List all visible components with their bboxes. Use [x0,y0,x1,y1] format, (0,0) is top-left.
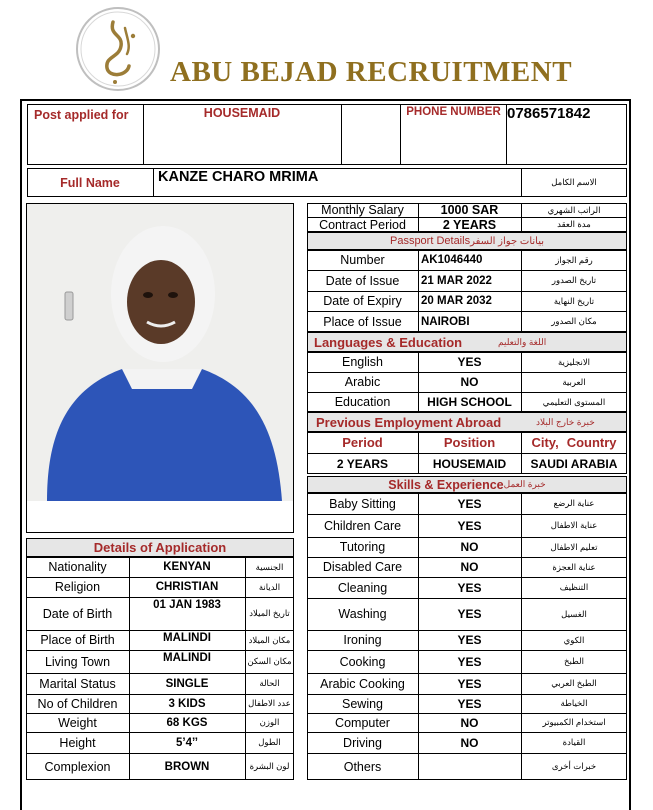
full-name-value: KANZE CHARO MRIMA [158,169,319,185]
skills-ironing-value: YES [457,633,482,647]
passport-date-of-expiry-ar: تاريخ النهاية [553,295,595,306]
salary-ar: الراتب الشهري [547,204,601,215]
passport-number-value: AK1046440 [421,254,483,266]
skills-sewing-ar: الخياطة [560,698,588,708]
skills-baby-sitting-ar: عناية الرضع [553,498,595,508]
languages-arabic-label: Arabic [344,375,381,389]
application-section-title: Details of Application [26,538,294,557]
skills-cleaning-value: YES [457,580,482,595]
post-applied-value: HOUSEMAID [203,106,281,120]
skills-tutoring-ar: تعليم الاطفال [550,541,598,552]
skills-arabic-cooking-ar: الطبخ العربي [551,678,597,688]
languages-title: Languages & Education [314,335,463,350]
application-weight-label: Weight [58,715,97,730]
employment-col-period: Period [342,435,383,450]
application-date-of-birth-value: 01 JAN 1983 [153,599,221,611]
application-no-of-children-ar: عدد الاطفال [248,698,291,708]
employment-col-country: Country [566,435,617,450]
application-date-of-birth-ar: تاريخ الميلاد [249,608,290,618]
application-nationality-label: Nationality [48,560,107,574]
languages-education-value: HIGH SCHOOL [427,395,512,409]
salary-label: Monthly Salary [321,203,404,217]
skills-disabled-care-label: Disabled Care [322,560,403,574]
skills-arabic-cooking-label: Arabic Cooking [320,676,405,691]
application-date-of-birth-label: Date of Birth [42,606,113,621]
skills-disabled-care-ar: عناية العجزة [552,561,596,572]
application-nationality-ar: الجنسية [255,561,284,572]
languages-section-title [307,332,627,352]
languages-english-label: English [342,355,383,369]
skills-cooking-label: Cooking [339,654,386,669]
passport-section-title [307,232,627,250]
skills-sewing-value: YES [457,696,482,711]
passport-date-of-expiry-value: 20 MAR 2032 [421,295,492,307]
skills-disabled-care-value: NO [460,560,479,574]
skills-children-care-ar: عناية الاطفال [550,520,598,530]
application-marital-status-label: Marital Status [39,676,116,691]
company-name: ABU BEJAD RECRUITMENT [170,56,573,88]
employment-country: SAUDI ARABIA [530,456,618,471]
skills-baby-sitting-label: Baby Sitting [329,496,396,511]
skills-computer-label: Computer [335,715,390,730]
skills-baby-sitting-value: YES [457,496,482,511]
passport-place-of-issue-ar: مكان الصدور [551,316,597,326]
salary-value: 1000 SAR [440,203,499,217]
skills-others-value [418,753,521,780]
skills-washing-label: Washing [338,607,387,621]
skills-washing-value: YES [457,607,482,621]
application-weight-value: 68 KGS [166,716,208,729]
application-complexion-label: Complexion [44,759,111,774]
application-religion-value: CHRISTIAN [155,581,219,593]
skills-section-title [307,476,627,493]
languages-english-value: YES [457,355,482,369]
skills-cleaning-ar: التنظيف [559,582,589,592]
application-marital-status-ar: الحالة [259,678,280,688]
passport-place-of-issue-value: NAIROBI [421,315,470,328]
application-place-of-birth-value: MALINDI [163,632,211,644]
skills-cleaning-label: Cleaning [337,580,388,595]
application-living-town-ar: مكان السكن [247,656,292,666]
passport-title-en: Passport Details [389,235,471,247]
phone-number-value: 0786571842 [507,105,591,122]
application-marital-status-value: SINGLE [165,677,209,690]
application-height-value: 5’4’’ [176,736,198,749]
application-living-town-value: MALINDI [163,652,211,664]
full-name-ar: الاسم الكامل [551,177,597,187]
skills-children-care-value: YES [457,518,482,533]
application-living-town-label: Living Town [44,654,111,669]
skills-tutoring-label: Tutoring [339,540,386,554]
application-no-of-children-value: 3 KIDS [168,697,206,710]
phone-number-label: PHONE NUMBER [406,106,501,118]
application-complexion-ar: لون البشرة [249,761,290,771]
skills-children-care-label: Children Care [323,518,402,533]
contract-period-label: Contract Period [319,217,406,232]
employment-period: 2 YEARS [336,456,389,471]
application-complexion-value: BROWN [164,760,210,773]
post-applied-label: Post applied for [34,108,129,122]
skills-driving-label: Driving [343,735,382,750]
skills-computer-value: NO [460,715,479,730]
employment-col-city-country [521,432,627,453]
employment-title-ar: خبرة خارج البلاد [536,417,595,427]
passport-place-of-issue-label: Place of Issue [323,314,402,329]
skills-sewing-label: Sewing [342,696,383,711]
company-logo [75,6,161,92]
skills-arabic-cooking-value: YES [457,676,482,691]
full-name-label: Full Name [60,175,120,190]
passport-number-label: Number [340,253,385,267]
employment-col-position: Position [443,435,496,450]
employment-section-title [307,412,627,432]
application-place-of-birth-ar: مكان الميلاد [248,634,291,645]
skills-title-ar: خبرة العمل [503,479,546,489]
skills-driving-value: NO [460,735,479,750]
employment-col-city: City, [531,435,559,450]
languages-english-ar: الانجليزية [557,356,591,367]
languages-arabic-value: NO [460,375,479,389]
application-religion-ar: الديانة [258,581,281,592]
skills-washing-ar: الغسيل [561,608,587,619]
skills-ironing-label: Ironing [343,633,382,647]
passport-title-ar: بيانات جواز السفر [470,235,545,247]
application-nationality-value: KENYAN [163,561,211,573]
skills-tutoring-value: NO [460,540,479,554]
skills-computer-ar: استخدام الكمبيوتر [542,717,606,727]
skills-cooking-ar: الطبخ [564,656,584,666]
passport-number-ar: رقم الجواز [555,254,593,265]
skills-cooking-value: YES [457,654,482,669]
application-religion-label: Religion [54,580,101,594]
applicant-photo [27,204,293,501]
application-height-label: Height [59,735,96,750]
passport-date-of-issue-ar: تاريخ الصدور [551,275,597,285]
skills-ironing-ar: الكوي [563,634,585,645]
languages-education-ar: المستوى التعليمي [542,396,606,407]
skills-title-en: Skills & Experience [388,477,504,492]
passport-date-of-expiry-label: Date of Expiry [323,294,402,308]
contract-period-ar: مدة العقد [557,219,591,229]
languages-arabic-ar: العربية [562,376,586,387]
skills-others-label: Others [343,759,382,774]
application-height-ar: الطول [258,737,281,747]
employment-title: Previous Employment Abroad [316,415,502,430]
contract-period-value: 2 YEARS [442,217,497,232]
skills-others-ar: خبرات أخرى [551,761,597,771]
application-place-of-birth-label: Place of Birth [40,633,115,647]
application-no-of-children-label: No of Children [37,696,118,711]
application-weight-ar: الوزن [259,717,280,727]
passport-date-of-issue-label: Date of Issue [325,273,400,288]
passport-date-of-issue-value: 21 MAR 2022 [421,274,492,287]
employment-position: HOUSEMAID [432,456,507,471]
languages-education-label: Education [334,395,391,409]
languages-title-ar: اللغة والتعليم [498,337,547,347]
skills-driving-ar: القيادة [562,737,586,747]
